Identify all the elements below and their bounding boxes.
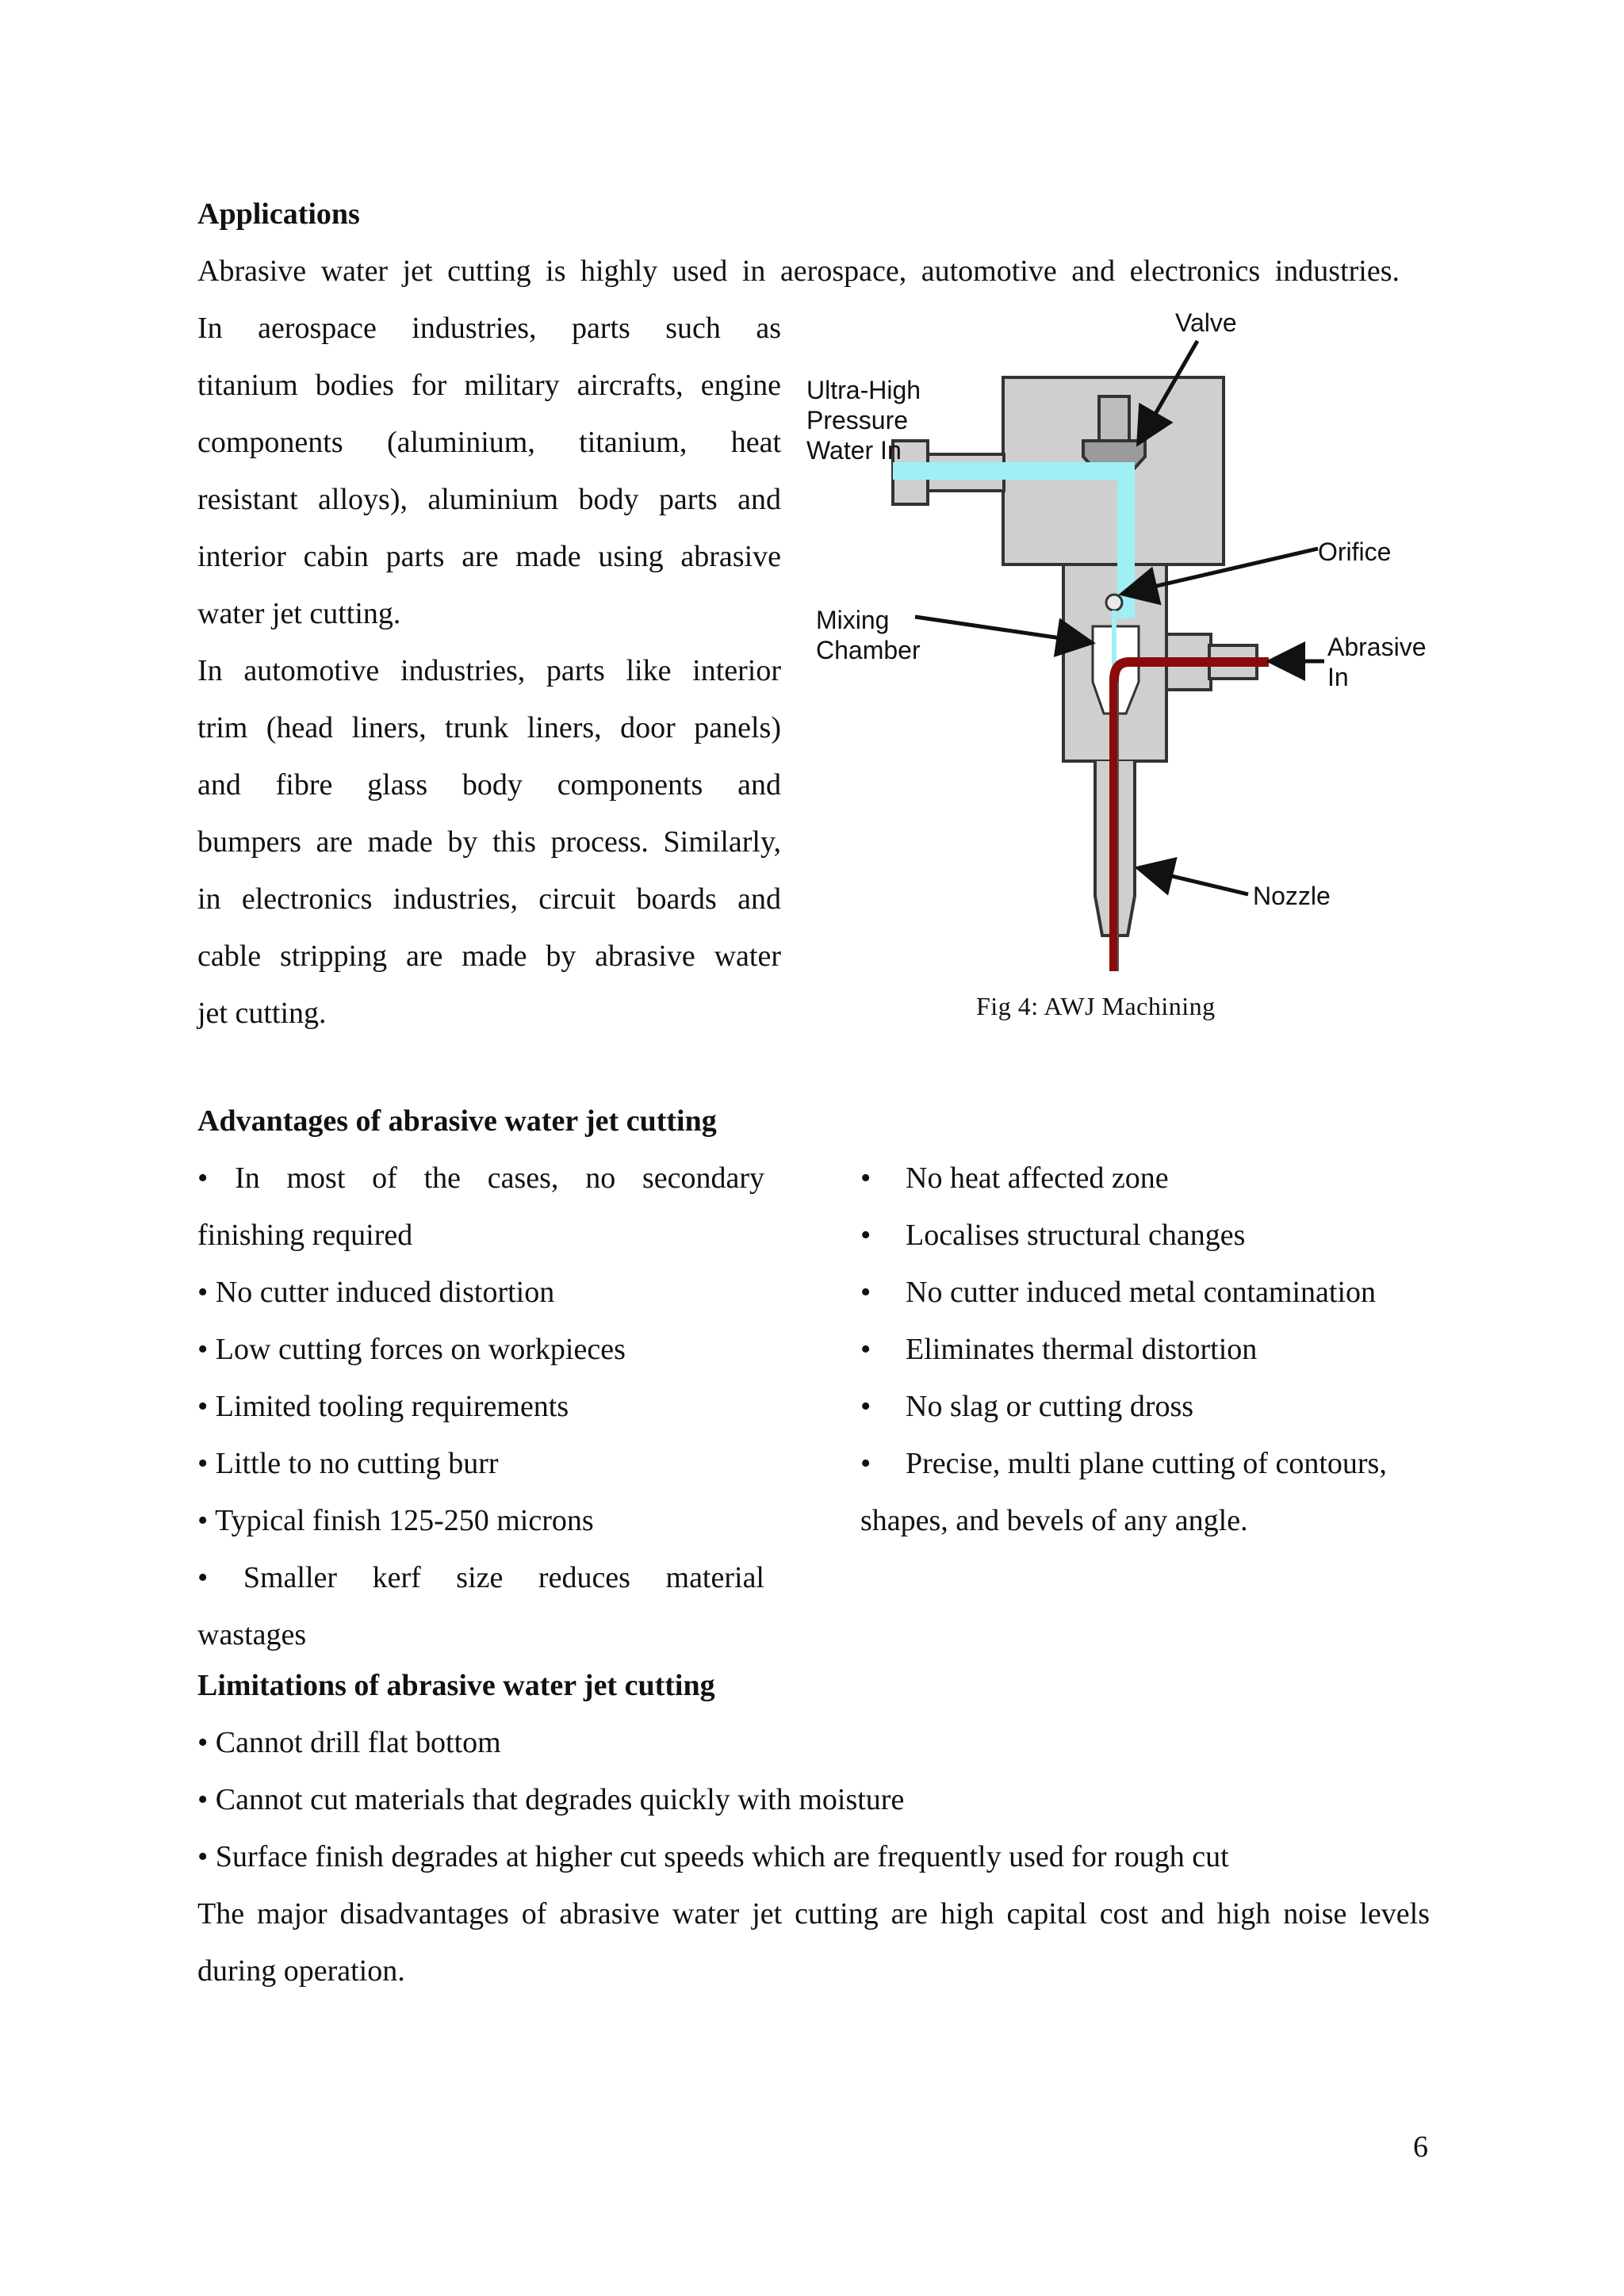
label-abrasive-in: Abrasive — [1327, 633, 1427, 661]
list-item-text: Precise, multi plane cutting of contours, — [906, 1447, 1387, 1480]
page-number: 6 — [1413, 2130, 1428, 2164]
bullet: • — [860, 1447, 871, 1480]
list-item: shapes, and bevels of any angle. — [860, 1504, 1248, 1537]
bullet: • — [860, 1219, 871, 1252]
label-nozzle: Nozzle — [1253, 882, 1331, 910]
valve-stem — [1099, 396, 1129, 441]
label-water-in: Water In — [806, 436, 902, 465]
heading-applications: Applications — [197, 197, 360, 231]
list-item — [860, 1378, 1431, 1435]
text-line: In aerospace industries, parts such as — [197, 312, 781, 345]
list-item: • Little to no cutting burr — [197, 1447, 499, 1480]
list-item — [860, 1150, 1431, 1207]
text-line: cable stripping are made by abrasive water — [197, 939, 781, 973]
label-valve: Valve — [1175, 308, 1237, 337]
list-item — [860, 1435, 1431, 1492]
list-item-text: Localises structural changes — [906, 1219, 1246, 1252]
label-orifice: Orifice — [1318, 538, 1392, 566]
awj-diagram — [801, 300, 1427, 974]
text-line: resistant alloys), aluminium body parts and — [197, 483, 781, 516]
list-item — [860, 1321, 1431, 1378]
text-line: bumpers are made by this process. Similarly, — [197, 825, 781, 859]
bullet: • — [860, 1390, 871, 1423]
label-mixing-chamber: Mixing — [816, 606, 890, 634]
label-abrasive-in: In — [1327, 663, 1349, 691]
bullet: • — [860, 1276, 871, 1309]
text-line: jet cutting. — [197, 997, 327, 1030]
list-item-text: Eliminates thermal distortion — [906, 1333, 1258, 1366]
figure-caption: Fig 4: AWJ Machining — [976, 992, 1216, 1020]
text-line: and fibre glass body components and — [197, 768, 781, 802]
list-item: wastages — [197, 1618, 307, 1651]
label-water-in: Pressure — [806, 406, 909, 434]
list-item-text: No heat affected zone — [906, 1161, 1169, 1195]
heading-advantages: Advantages of abrasive water jet cutting — [197, 1104, 717, 1138]
limitations-list — [197, 1714, 1229, 1885]
list-item-text: No slag or cutting dross — [906, 1390, 1194, 1423]
list-item: • Low cutting forces on workpieces — [197, 1333, 626, 1366]
label-mixing-chamber: Chamber — [816, 636, 921, 664]
list-item-text: No cutter induced metal contamination — [906, 1276, 1377, 1309]
list-item — [860, 1207, 1431, 1264]
intro-paragraph: Abrasive water jet cutting is highly used in aerospace, automotive and electronics industries. — [197, 254, 1400, 288]
text-line: in electronics industries, circuit boards and — [197, 882, 781, 916]
text-line: titanium bodies for military aircrafts, engine — [197, 369, 781, 402]
closing-paragraph: The major disadvantages of abrasive water jet cutting are high capital cost and high noise levels — [197, 1897, 1430, 1931]
list-item: • No cutter induced distortion — [197, 1276, 555, 1309]
list-item: • Typical finish 125-250 microns — [197, 1504, 594, 1537]
list-item: • Cannot cut materials that degrades quickly with moisture — [197, 1783, 905, 1816]
bullet: • — [860, 1333, 871, 1366]
heading-limitations: Limitations of abrasive water jet cutting — [197, 1669, 715, 1702]
nozzle-arrow — [1142, 869, 1248, 894]
list-item: • Limited tooling requirements — [197, 1390, 569, 1423]
advantages-left-list — [197, 1150, 764, 1663]
applications-text — [197, 300, 781, 1042]
text-line: interior cabin parts are made using abrasive — [197, 540, 781, 573]
advantages-right-list — [860, 1150, 1431, 1549]
list-item: • Smaller kerf size reduces material — [197, 1561, 764, 1594]
text-line: trim (head liners, trunk liners, door panels) — [197, 711, 781, 744]
list-item: • Surface finish degrades at higher cut speeds which are frequently used for rough cut — [197, 1840, 1229, 1873]
list-item: finishing required — [197, 1219, 413, 1252]
list-item: • Cannot drill flat bottom — [197, 1726, 501, 1759]
label-water-in: Ultra-High — [806, 376, 921, 404]
text-line: water jet cutting. — [197, 597, 401, 630]
orifice — [1106, 595, 1122, 610]
text-line: In automotive industries, parts like interior — [197, 654, 781, 687]
bullet: • — [860, 1161, 871, 1195]
closing-paragraph: during operation. — [197, 1954, 405, 1988]
text-line: components (aluminium, titanium, heat — [197, 426, 781, 459]
list-item — [860, 1264, 1431, 1321]
list-item: • In most of the cases, no secondary — [197, 1161, 764, 1195]
